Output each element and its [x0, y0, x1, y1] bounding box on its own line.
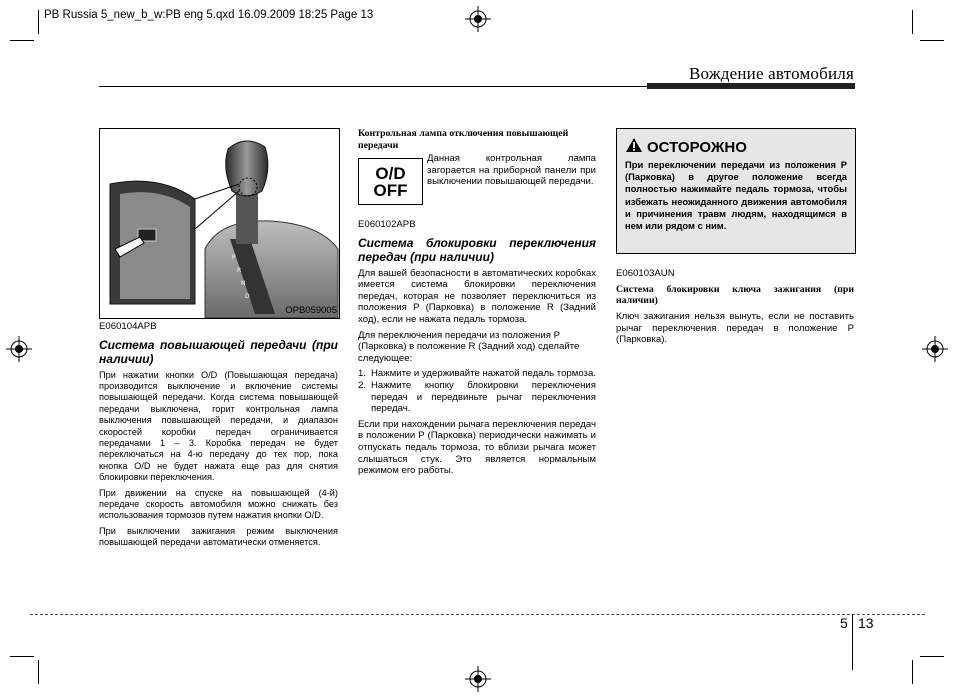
crop-mark — [38, 10, 39, 34]
gear-shift-icon — [100, 129, 339, 318]
shift-lock-paragraph: Для вашей безопасности в автоматических коробках имеется система блокировки переключения передач, которая не позволяет переключиться из положения P (Парковка) в положение R (Задний ход), если не нажата педаль тормоза. — [358, 267, 596, 325]
overdrive-paragraph: При выключении зажигания режим выключения повышающей передачи автоматически отменяется. — [99, 525, 338, 548]
svg-text:P: P — [232, 254, 236, 261]
warning-text: При переключении передачи из положения P (Парковка) в другое положение всегда полностью нажимайте педаль тормоза, чтобы избежать неожиданного движения автомобиля и причинения травм людям, находящимся в нем или рядом с ним. — [625, 159, 847, 232]
page-number: 13 — [858, 615, 874, 631]
key-lock-paragraph: Ключ зажигания нельзя вынуть, если не поставить рычаг переключения передач в положение P (Парковка). — [616, 311, 854, 346]
key-lock-heading: Система блокировки ключа зажигания (при наличии) — [616, 283, 854, 307]
registration-mark-icon — [922, 336, 948, 362]
registration-mark-icon — [465, 6, 491, 32]
header-rule — [99, 86, 647, 87]
section-code: E060102APB — [358, 219, 416, 230]
crop-mark — [912, 660, 913, 684]
od-off-lamp-icon — [358, 158, 423, 205]
registration-mark-icon — [6, 336, 32, 362]
page-number-divider — [852, 614, 853, 670]
middle-column — [358, 219, 596, 481]
gear-lever-illustration — [99, 128, 340, 319]
crop-mark — [38, 660, 39, 684]
section-code: E060104APB — [99, 321, 157, 332]
lamp-heading: Контрольная лампа отключения повышающей передачи — [358, 128, 569, 151]
chapter-number: 5 — [840, 615, 848, 631]
lamp-text: Данная контрольная лампа загорается на приборной панели при выключении повышающей передачи. — [427, 153, 596, 188]
warning-title: ОСТОРОЖНО — [647, 139, 747, 156]
od-off-line2: OFF — [373, 180, 408, 200]
overdrive-paragraph: При движении на спуске на повышающей (4-й) передаче скорость автомобиля можно снижать без использования тормозов путем нажатия кнопки O/D. — [99, 487, 338, 521]
crop-mark — [912, 10, 913, 34]
shift-lock-paragraph: Для переключения передачи из положения P (Парковка) в положение R (Задний ход) сделайте следующее: — [358, 329, 580, 364]
warning-triangle-icon — [625, 137, 643, 153]
od-off-line1: O/D — [375, 163, 406, 183]
section-title: Вождение автомобиля — [689, 64, 854, 83]
svg-text:D: D — [245, 293, 250, 300]
svg-text:N: N — [241, 280, 246, 287]
crop-mark — [920, 656, 944, 657]
registration-mark-icon — [465, 666, 491, 692]
section-code: E060103AUN — [616, 268, 675, 279]
left-column — [99, 321, 338, 553]
overdrive-heading: Система повышающей передачи (при наличии) — [99, 337, 338, 366]
footer-rule — [30, 614, 925, 615]
shift-lock-steps — [358, 368, 596, 414]
shift-lock-heading: Система блокировки переключения передач (при наличии) — [358, 235, 596, 264]
list-item: 2. Нажмите кнопку блокировки переключения передач и передвиньте рычаг переключения передач. — [358, 379, 596, 415]
figure-code: OPB059005 — [285, 305, 337, 316]
warning-box — [616, 128, 856, 254]
shift-lock-paragraph: Если при нахождении рычага переключения передач в положении P (Парковка) периодически нажимать и отпускать педаль тормоза, то вблизи рычага может слышаться стук. Это является нормальным режимом его работы. — [358, 418, 596, 477]
svg-text:R: R — [237, 267, 242, 274]
list-item: 1. Нажмите и удерживайте нажатой педаль тормоза. — [358, 368, 596, 380]
overdrive-paragraph: При нажатии кнопки O/D (Повышающая передача) производится выключение и включение системы повышающей передачи. Когда система повышающей передачи выключена, горит контрольная лампа выключения повышающей передачи, и диапазон скоростей коробки передач ограничивается передачами 1 – 3. Коробка передач не будет переключаться на 4-ю передачу до тех пор, пока кнопка O/D не будет нажата еще раз для снятия блокировки переключения. — [99, 369, 338, 483]
crop-mark — [10, 656, 34, 657]
print-slug: PB Russia 5_new_b_w:PB eng 5.qxd 16.09.2009 18:25 Page 13 — [44, 9, 374, 21]
right-column — [616, 268, 854, 350]
header-bar — [647, 83, 855, 89]
crop-mark — [10, 40, 34, 41]
crop-mark — [920, 40, 944, 41]
